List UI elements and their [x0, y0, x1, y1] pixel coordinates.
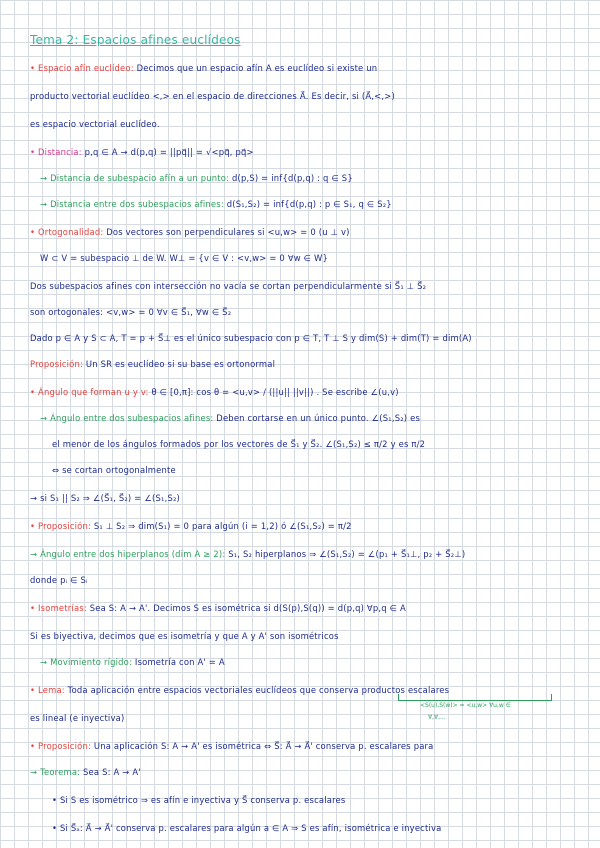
theorem-item: • Si S es isométrico ⇒ es afín e inyectiva y S⃗ conserva p. escalares	[52, 795, 346, 805]
text-line: es espacio vectorial euclídeo.	[30, 119, 160, 129]
text-line: → si S₁ || S₂ ⇒ ∠(S⃗₁, S⃗₂) = ∠(S₁,S₂)	[30, 493, 180, 503]
text-line: W ⊂ V = subespacio ⊥ de W. W⊥ = {v ∈ V : <v,w> = 0 ∀w ∈ W}	[40, 253, 329, 263]
definition-isometry: • Isometrías: Sea S: A → A'. Decimos S es isométrica si d(S(p),S(q)) = d(p,q) ∀p,q ∈ A	[30, 603, 406, 613]
text-line: Dado p ∈ A y S ⊂ A, T = p + S⃗⊥ es el único subespacio con p ∈ T, T ⊥ S y dim(S) + dim(T) = dim(A)	[30, 333, 472, 343]
definition-distance-subspaces: → Distancia entre dos subespacios afines: d(S₁,S₂) = inf{d(p,q) : p ∈ S₁, q ∈ S₂}	[40, 199, 392, 209]
page-title: Tema 2: Espacios afines euclídeos	[30, 34, 241, 46]
proposition-perpendicular: • Proposición: S₁ ⊥ S₂ ⇒ dim(S₁) = 0 para algún (i = 1,2) ó ∠(S₁,S₂) = π/2	[30, 521, 352, 531]
text-line: producto vectorial euclídeo <,> en el espacio de direcciones A⃗. Es decir, si (A⃗,<,>)	[30, 91, 395, 101]
definition-angle-subspaces: → Ángulo entre dos subespacios afines: Deben cortarse en un único punto. ∠(S₁,S₂) es	[40, 413, 421, 423]
annotation-note: <S(u),S(w)> = <u,w> ∀u,w ∈	[420, 702, 511, 709]
text-line: son ortogonales: <v,w> = 0 ∀v ∈ S⃗₁, ∀w ∈ S⃗₂	[30, 307, 232, 317]
underline-box	[398, 694, 552, 701]
definition-rigid-motion: → Movimiento rígido: Isometría con A' = A	[40, 657, 225, 667]
definition-angle: • Ángulo que forman u y v: θ ∈ [0,π]: cos θ = <u,v> / (||u|| ||v||) . Se escribe ∠(u,v)	[30, 387, 399, 397]
text-line: ⇔ se cortan ortogonalmente	[52, 465, 176, 475]
definition-affine-euclidean: • Espacio afín euclídeo: Decimos que un espacio afín A es euclídeo si existe un	[30, 63, 378, 73]
text-line: es lineal (e inyectiva)	[30, 713, 125, 723]
text-line: el menor de los ángulos formados por los vectores de S⃗₁ y S⃗₂. ∠(S₁,S₂) ≤ π/2 y es π/2	[52, 439, 426, 449]
definition-distance: • Distancia: p,q ∈ A → d(p,q) = ||pq⃗|| = √<pq⃗, pq⃗>	[30, 147, 254, 157]
text-line: Si es biyectiva, decimos que es isometría y que A y A' son isométricos	[30, 631, 339, 641]
text-line: donde pᵢ ∈ Sᵢ	[30, 575, 88, 585]
annotation-note: ∀,∀,...	[428, 714, 446, 721]
definition-angle-hyperplanes: → Ángulo entre dos hiperplanos (dim A ≥ 2): S₁, S₂ hiperplanos ⇒ ∠(S₁,S₂) = ∠(p₁ + S⃗₁⊥, p₂ + S⃗₂⊥)	[30, 549, 466, 559]
definition-orthogonality: • Ortogonalidad: Dos vectores son perpendiculares si <u,w> = 0 (u ⊥ v)	[30, 227, 350, 237]
lemma-linear: • Lema: Toda aplicación entre espacios vectoriales euclídeos que conserva productos escalares	[30, 685, 450, 695]
theorem-item: • Si S⃗ₐ: A⃗ → A⃗' conserva p. escalares para algún a ∈ A ⇒ S es afín, isométrica e inyectiva	[52, 823, 442, 833]
theorem-isometry: → Teorema: Sea S: A → A'	[30, 767, 141, 777]
definition-distance-point: → Distancia de subespacio afín a un punto: d(p,S) = inf{d(p,q) : q ∈ S}	[40, 173, 353, 183]
proposition-orthonormal: Proposición: Un SR es euclídeo si su base es ortonormal	[30, 359, 276, 369]
proposition-isometric: • Proposición: Una aplicación S: A → A' es isométrica ⇔ S⃗: A⃗ → A⃗' conserva p. escalares para	[30, 741, 434, 751]
text-line: Dos subespacios afines con intersección no vacía se cortan perpendicularmente si S⃗₁ ⊥ S⃗₂	[30, 281, 427, 291]
